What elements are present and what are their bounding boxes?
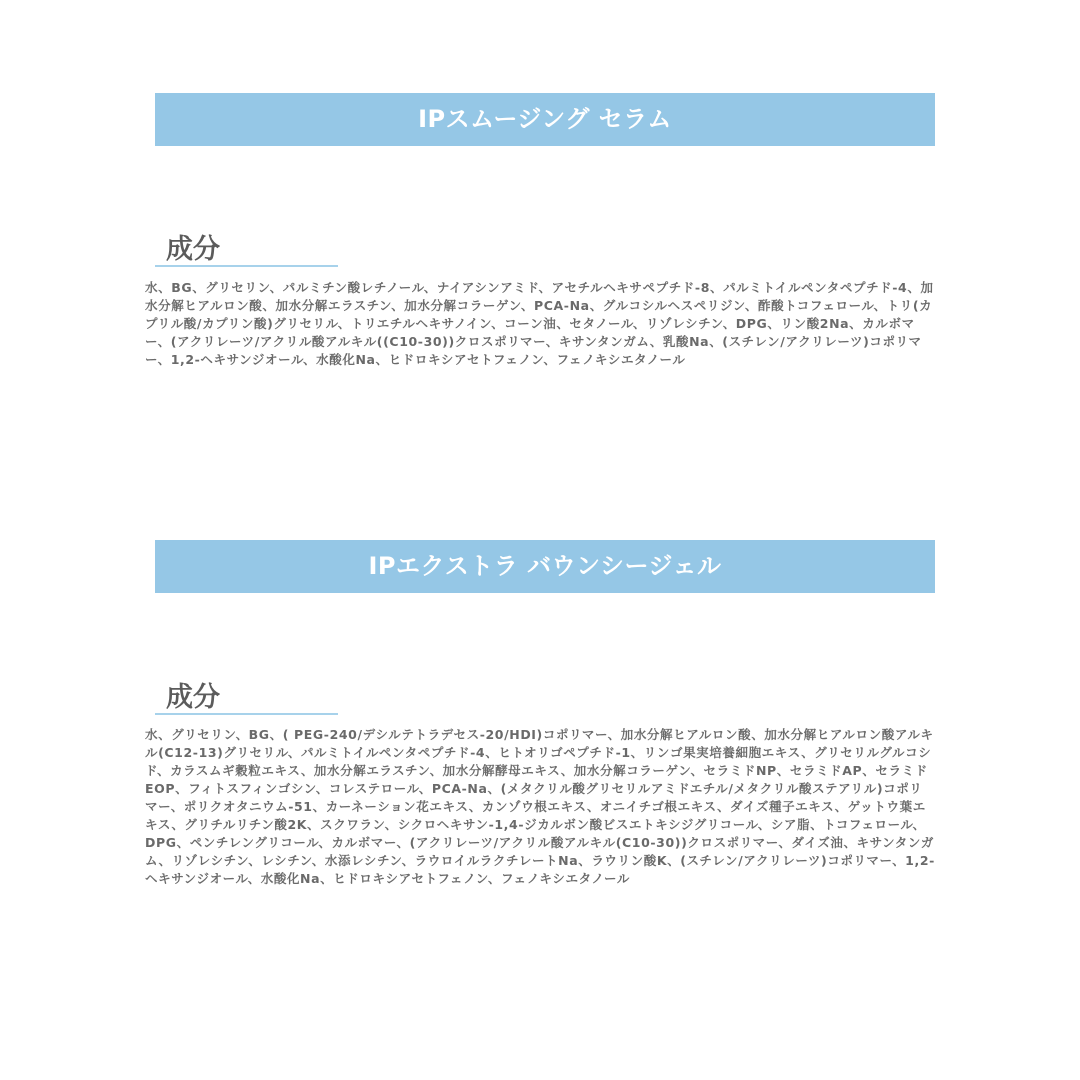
ingredients-text: 水、BG、グリセリン、パルミチン酸レチノール、ナイアシンアミド、アセチルヘキサペプチド-8、パルミトイルペンタペプチド-4、加水分解ヒアルロン酸、加水分解エラスチン、加水分解コラーゲン、PCA-Na、グルコシルヘスペリジン、酢酸トコフェロール、トリ(カプリル酸/カプリン酸)グリセリル、トリエチルヘキサノイン、コーン油、セタノール、リゾレシチン、DPG、リン酸2Na、カルボマー、(アクリレーツ/アクリル酸アルキル((C10-30))クロスポリマー、キサンタンガム、乳酸Na、(スチレン/アクリレーツ)コポリマー、1,2-ヘキサンジオール、水酸化Na、ヒドロキシアセトフェノン、フェノキシエタノール <box>145 280 934 367</box>
ingredients-heading: 成分 <box>166 234 220 265</box>
product-title-bar: IPスムージング セラム <box>155 93 935 146</box>
ingredients-heading: 成分 <box>166 682 220 713</box>
product-title-bar: IPエクストラ バウンシージェル <box>155 540 935 593</box>
heading-underline <box>155 265 338 267</box>
ingredients-text: 水、グリセリン、BG、( PEG-240/デシルテトラデセス-20/HDI)コポリマー、加水分解ヒアルロン酸、加水分解ヒアルロン酸アルキル(C12-13)グリセリル、パルミトイルペンタペプチド-4、ヒトオリゴペプチド-1、リンゴ果実培養細胞エキス、グリセリルグルコシド、カラスムギ穀粒エキス、加水分解エラスチン、加水分解酵母エキス、加水分解コラーゲン、セラミドNP、セラミドAP、セラミドEOP、フィトスフィンゴシン、コレステロール、PCA-Na、(メタクリル酸グリセリルアミドエチル/メタクリル酸ステアリル)コポリマー、ポリクオタニウム-51、カーネーション花エキス、カンゾウ根エキス、オニイチゴ根エキス、ダイズ種子エキス、ゲットウ葉エキス、グリチルリチン酸2K、スクワラン、シクロヘキサン-1,4-ジカルボン酸ビスエトキシジグリコール、シア脂、トコフェロール、DPG、ペンチレングリコール、カルボマー、(アクリレーツ/アクリル酸アルキル(C10-30))クロスポリマー、ダイズ油、キサンタンガム、リゾレシチン、レシチン、水添レシチン、ラウロイルラクチレートNa、ラウリン酸K、(スチレン/アクリレーツ)コポリマー、1,2-ヘキサンジオール、水酸化Na、ヒドロキシアセトフェノン、フェノキシエタノール <box>145 727 935 886</box>
heading-underline <box>155 713 338 715</box>
